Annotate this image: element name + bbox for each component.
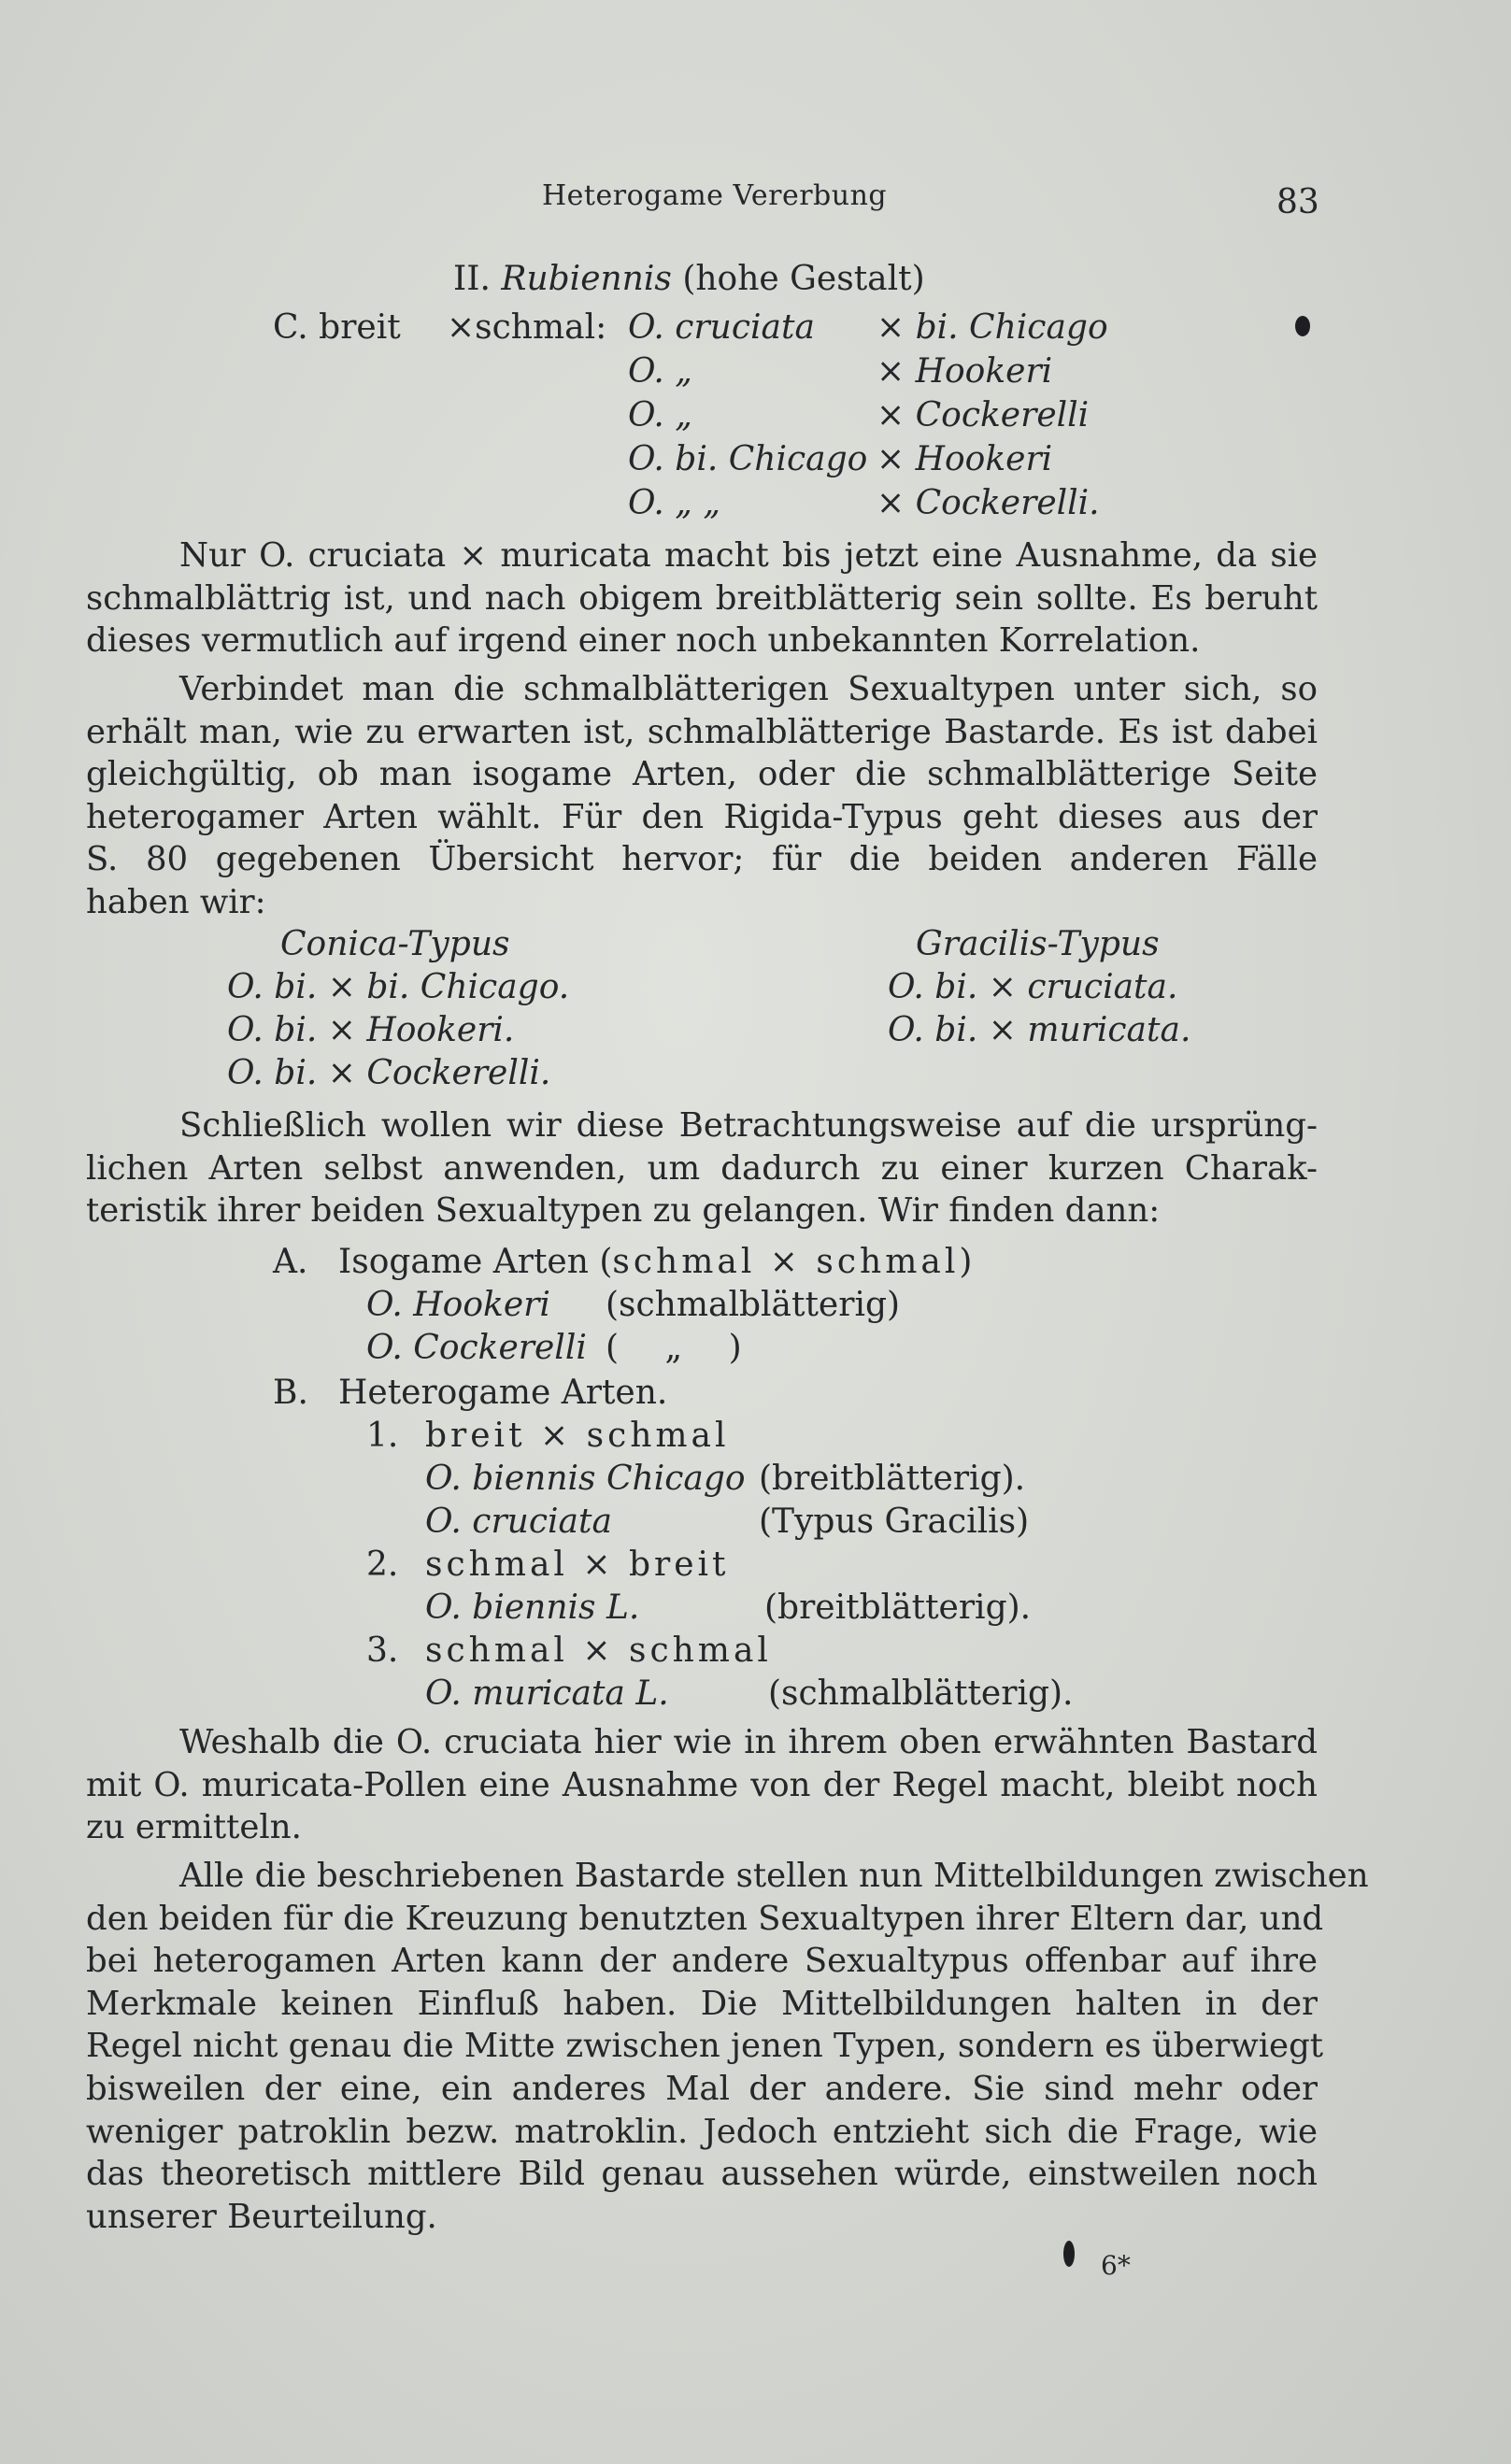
cross-row-right: × Cockerelli bbox=[877, 396, 1090, 434]
outline-b-group-num: 2. bbox=[366, 1545, 399, 1584]
paragraph-line: zu ermitteln. bbox=[86, 1808, 302, 1847]
outline-b-group-num: 1. bbox=[366, 1417, 399, 1455]
outline-b-group-cross: breit × schmal bbox=[425, 1417, 730, 1455]
outline-a-item-note: ( „ ) bbox=[606, 1329, 742, 1367]
outline-b-item-name: O. biennis Chicago bbox=[425, 1460, 746, 1498]
paragraph-line: Merkmale keinen Einfluß haben. Die Mittelbildungen halten in der bbox=[86, 1984, 1318, 2023]
paragraph-5 bbox=[86, 1855, 1369, 2238]
paragraph-line: dieses vermutlich auf irgend einer noch unbekannten Korrelation. bbox=[86, 621, 1201, 661]
paragraph-line: mit O. muricata-Pollen eine Ausnahme von der Regel macht, bleibt noch bbox=[86, 1765, 1318, 1804]
paragraph-line: heterogamer Arten wählt. Für den Rigida-Typus geht dieses aus der bbox=[86, 797, 1318, 836]
paragraph-line: weniger patroklin bezw. matroklin. Jedoch entzieht sich die Frage, wie bbox=[86, 2112, 1318, 2151]
outline-b-item-note: (schmalblätterig). bbox=[768, 1674, 1074, 1713]
outline-b-item-name: O. biennis L. bbox=[425, 1588, 640, 1627]
conica-type-title: Conica-Typus bbox=[280, 925, 510, 963]
gracilis-type-item: O. bi. × muricata. bbox=[888, 1011, 1191, 1049]
outline-b-item-name: O. cruciata bbox=[425, 1503, 612, 1541]
paragraph-line: bisweilen der eine, ein anderes Mal der andere. Sie sind mehr oder bbox=[86, 2069, 1318, 2108]
paragraph-line: bei heterogamen Arten kann der andere Sexualtypus offenbar auf ihre bbox=[86, 1942, 1318, 1981]
paragraph-line: Nur O. cruciata × muricata macht bis jetzt eine Ausnahme, da sie bbox=[179, 536, 1318, 575]
outline-b-item-name: O. muricata L. bbox=[425, 1674, 669, 1713]
conica-type-item: O. bi. × Cockerelli. bbox=[227, 1054, 551, 1092]
cross-row-left: O. cruciata bbox=[628, 308, 815, 347]
section-numeral: II. bbox=[453, 260, 491, 298]
outline-b-group-cross: schmal × breit bbox=[425, 1545, 730, 1584]
outline-a-title-text: Isogame Arten ( bbox=[338, 1243, 613, 1281]
paragraph-line: den beiden für die Kreuzung benutzten Sexualtypen ihrer Eltern dar, und bbox=[86, 1899, 1324, 1938]
section-heading bbox=[453, 260, 925, 298]
outline-a-cross: schmal × schmal bbox=[612, 1243, 960, 1281]
outline-b-item-note: (breitblätterig). bbox=[764, 1588, 1032, 1627]
cross-row-right: × Cockerelli. bbox=[877, 484, 1100, 522]
paragraph-line: gleichgültig, ob man isogame Arten, oder die schmalblätterige Seite bbox=[86, 755, 1318, 794]
outline-b-group-cross: schmal × schmal bbox=[425, 1631, 772, 1670]
paragraph-line: Schließlich wollen wir diese Betrachtungsweise auf die ursprüng- bbox=[179, 1106, 1318, 1145]
paragraph-line: das theoretisch mittlere Bild genau aussehen würde, einstweilen noch bbox=[86, 2155, 1318, 2194]
outline-b-item-note: (breitblätterig). bbox=[759, 1460, 1026, 1498]
paragraph-3 bbox=[86, 1104, 1318, 1232]
cross-row-left: O. „ bbox=[628, 396, 692, 434]
cross-row-left: O. „ „ bbox=[628, 484, 721, 522]
paragraph-2 bbox=[86, 668, 1318, 924]
section-name: Rubiennis bbox=[501, 260, 672, 298]
outline-a-title bbox=[338, 1243, 972, 1281]
paragraph-line: erhält man, wie zu erwarten ist, schmalblätterige Bastarde. Es ist dabei bbox=[86, 712, 1318, 751]
cross-row-right: × bi. Chicago bbox=[877, 308, 1108, 347]
cross-lead-label: C. breit bbox=[273, 308, 401, 347]
conica-type-item: O. bi. × Hookeri. bbox=[227, 1011, 515, 1049]
outline-a-title-close: ) bbox=[959, 1243, 973, 1281]
outline-a-item-note: (schmalblätterig) bbox=[606, 1286, 901, 1324]
section-note: (hohe Gestalt) bbox=[682, 260, 925, 298]
cross-row-left: O. bi. Chicago bbox=[628, 440, 868, 478]
paragraph-line: Alle die beschriebenen Bastarde stellen nun Mittelbildungen zwischen bbox=[179, 1857, 1369, 1895]
paragraph-line: S. 80 gegebenen Übersicht hervor; für die beiden anderen Fälle bbox=[86, 840, 1318, 879]
paragraph-line: lichen Arten selbst anwenden, um dadurch zu einer kurzen Charak- bbox=[86, 1148, 1318, 1188]
paragraph-line: Verbindet man die schmalblätterigen Sexualtypen unter sich, so bbox=[179, 670, 1318, 708]
ink-speck bbox=[1295, 316, 1310, 336]
page-number: 83 bbox=[1276, 183, 1319, 221]
cross-row-left: O. „ bbox=[628, 352, 692, 391]
outline-b-label: B. bbox=[273, 1374, 308, 1412]
paragraph-line: Regel nicht genau die Mitte zwischen jenen Typen, sondern es überwiegt bbox=[86, 2027, 1324, 2066]
outline-b-item-note: (Typus Gracilis) bbox=[759, 1503, 1030, 1541]
outline-a-label: A. bbox=[273, 1243, 308, 1281]
cross-row-right: × Hookeri bbox=[877, 440, 1053, 478]
paragraph-line: schmalblättrig ist, und nach obigem breitblätterig sein sollte. Es beruht bbox=[86, 578, 1318, 618]
paragraph-4 bbox=[86, 1721, 1318, 1849]
ink-speck bbox=[1063, 2241, 1075, 2267]
cross-row-right: × Hookeri bbox=[877, 352, 1053, 391]
outline-a-item-name: O. Cockerelli bbox=[366, 1329, 587, 1367]
gracilis-type-title: Gracilis-Typus bbox=[916, 925, 1160, 963]
signature-mark: 6* bbox=[1101, 2250, 1131, 2281]
paragraph-line: teristik ihrer beiden Sexualtypen zu gelangen. Wir finden dann: bbox=[86, 1191, 1161, 1231]
outline-b-title: Heterogame Arten. bbox=[338, 1374, 668, 1412]
gracilis-type-item: O. bi. × cruciata. bbox=[888, 968, 1178, 1006]
outline-a-item-name: O. Hookeri bbox=[366, 1286, 550, 1324]
paragraph-1 bbox=[86, 534, 1318, 662]
conica-type-item: O. bi. × bi. Chicago. bbox=[227, 968, 570, 1006]
running-title: Heterogame Vererbung bbox=[542, 179, 888, 212]
paragraph-line: Weshalb die O. cruciata hier wie in ihrem oben erwähnten Bastard bbox=[179, 1723, 1318, 1761]
cross-lead-cross: ×schmal: bbox=[447, 308, 607, 347]
paragraph-line: haben wir: bbox=[86, 882, 266, 921]
outline-b-group-num: 3. bbox=[366, 1631, 399, 1670]
paragraph-line: unserer Beurteilung. bbox=[86, 2197, 437, 2236]
